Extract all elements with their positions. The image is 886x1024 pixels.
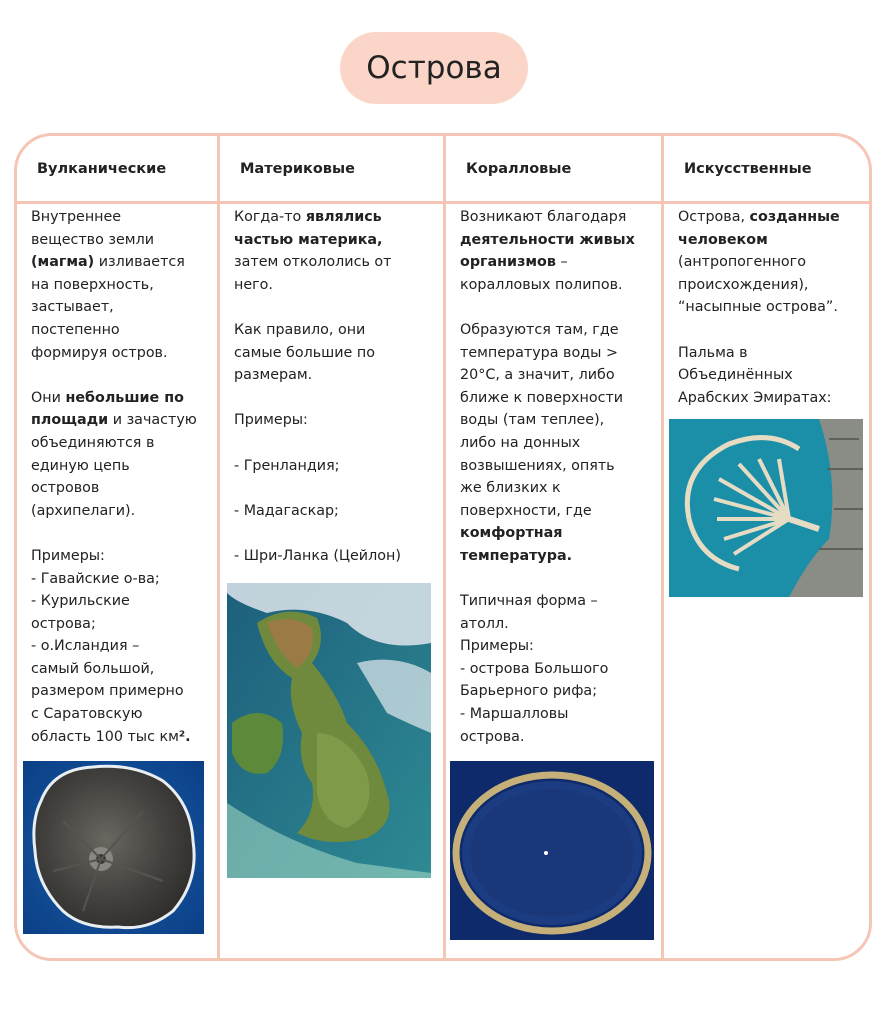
text-run: - Гренландия; bbox=[234, 457, 340, 474]
text-run: Пальма в Объединённых Арабских Эмиратах: bbox=[678, 344, 832, 406]
bold-text-run: деятельности живых организмов bbox=[460, 231, 635, 271]
paragraph bbox=[460, 319, 653, 568]
text-run: Образуются там, где температура воды > 20°C, а значит, либо ближе к поверхности воды (там теплее), либо на донных возвышениях, опять же близких к поверхности, где bbox=[460, 321, 624, 519]
column-header: Материковые bbox=[240, 160, 355, 177]
palm-island-photo bbox=[669, 419, 863, 597]
bold-text-run: комфортная температура. bbox=[460, 525, 573, 564]
paragraph bbox=[31, 206, 209, 364]
text-run: Острова, bbox=[678, 209, 750, 225]
bold-text-run: (магма) bbox=[31, 254, 95, 271]
column-header: Вулканические bbox=[37, 160, 167, 177]
text-run: Внутреннее вещество земли bbox=[31, 209, 155, 248]
bold-text-run: небольшие по площади bbox=[31, 389, 184, 429]
text-run: Как правило, они самые большие по размерам. bbox=[234, 321, 375, 384]
paragraph bbox=[234, 206, 435, 296]
paragraph bbox=[31, 545, 209, 748]
paragraph bbox=[678, 206, 861, 319]
text-run: Примеры: - Гавайские о-ва; - Курильские острова; - о.Исландия – самый большой, размером примерно с Саратовскую область 100 тыс км bbox=[31, 547, 184, 745]
text-run: – коралловых полипов. bbox=[460, 254, 623, 293]
paragraph bbox=[678, 342, 861, 410]
text-run: и зачастую объединяются в единую цепь островов (архипелаги). bbox=[31, 412, 197, 519]
paragraph bbox=[460, 590, 653, 748]
paragraph bbox=[460, 206, 653, 296]
paragraph bbox=[234, 500, 435, 523]
paragraph bbox=[31, 387, 209, 523]
text-run: - Мадагаскар; bbox=[234, 502, 339, 519]
bold-text-run: созданные человеком bbox=[678, 209, 840, 248]
column-text bbox=[446, 206, 661, 748]
column-header: Коралловые bbox=[466, 160, 572, 177]
text-run: Когда-то bbox=[234, 209, 306, 225]
text-run: Возникают благодаря bbox=[460, 209, 627, 225]
british-isles-photo bbox=[227, 583, 431, 878]
column-text bbox=[17, 206, 217, 748]
column-header: Искусственные bbox=[684, 160, 812, 177]
text-run: Примеры: bbox=[234, 412, 308, 429]
paragraph bbox=[234, 455, 435, 478]
paragraph bbox=[234, 319, 435, 387]
text-run: (антропогенного происхождения), “насыпные острова”. bbox=[678, 254, 838, 316]
text-run: - Шри-Ланка (Цейлон) bbox=[234, 547, 401, 564]
text-run: изливается на поверхность, застывает, постепенно формируя остров. bbox=[31, 254, 185, 361]
bold-text-run: являлись частью материка, bbox=[234, 209, 383, 248]
text-run: Типичная форма – атолл. Примеры: - острова Большого Барьерного рифа; - Маршалловы острова. bbox=[460, 593, 609, 745]
volcanic-island-photo bbox=[23, 761, 204, 934]
paragraph bbox=[234, 409, 435, 432]
column-text bbox=[220, 206, 443, 568]
title-pill bbox=[340, 32, 528, 104]
bold-text-run: ². bbox=[178, 728, 191, 745]
paragraph bbox=[234, 545, 435, 568]
page-title: Острова bbox=[366, 50, 502, 86]
column-text bbox=[664, 206, 869, 409]
text-run: затем откололись от него. bbox=[234, 254, 392, 293]
text-run: Они bbox=[31, 389, 66, 406]
atoll-photo bbox=[450, 761, 654, 940]
